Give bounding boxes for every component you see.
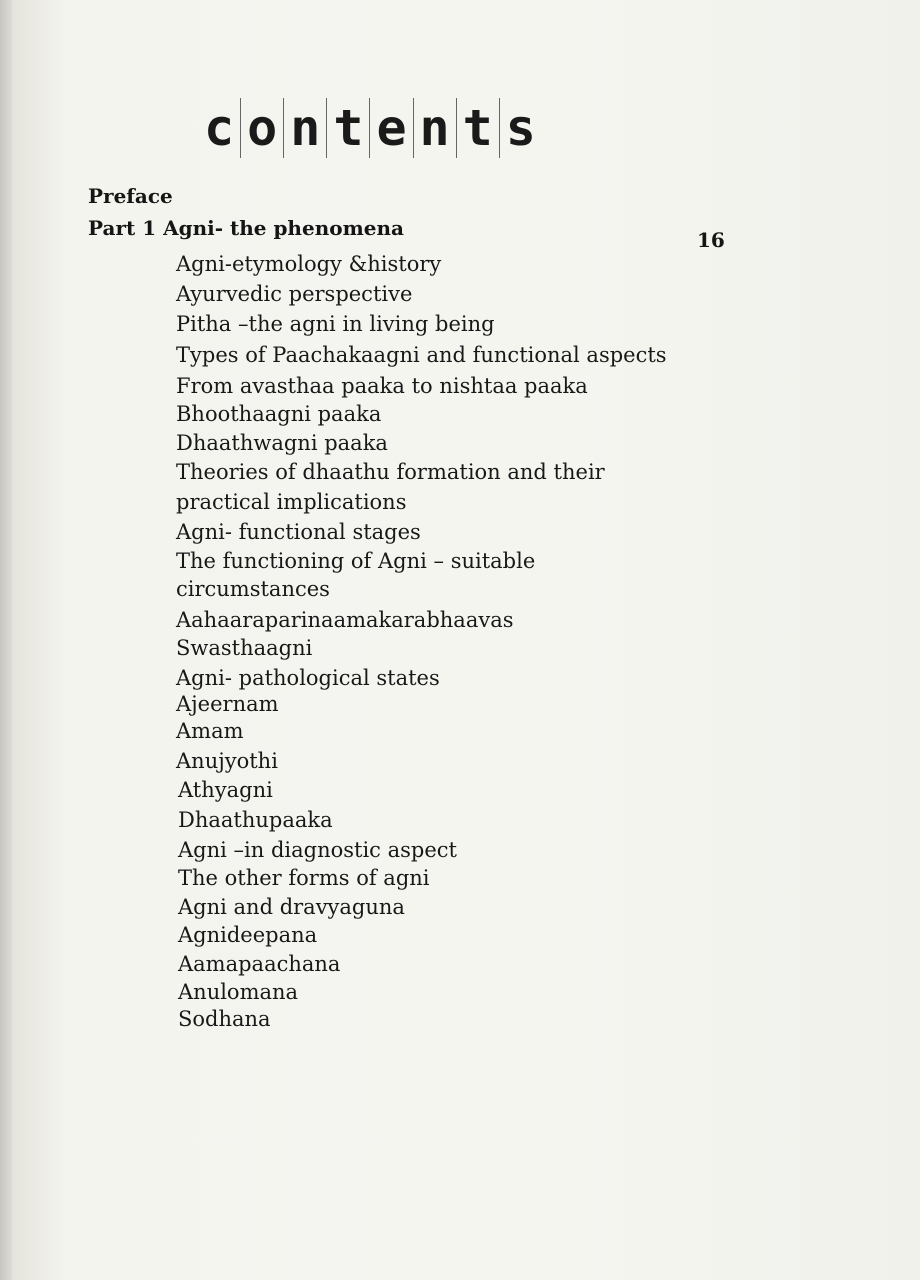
toc-entry: practical implications [176,490,407,514]
toc-entry: From avasthaa paaka to nishtaa paaka [176,374,588,398]
toc-entry: Athyagni [178,778,273,802]
toc-entry: Agni- pathological states [176,666,440,690]
part1-heading: Part 1 Agni- the phenomena [88,216,404,240]
toc-entry: Agnideepana [178,923,318,947]
toc-entry: Swasthaagni [176,636,313,660]
toc-entry: Anulomana [178,980,299,1004]
toc-entry: Theories of dhaathu formation and their [176,460,605,484]
toc-entry: Agni –in diagnostic aspect [178,838,457,862]
toc-entry: Aahaaraparinaamakarabhaavas [176,608,514,632]
toc-entry: Dhaathwagni paaka [176,431,388,455]
heading-letter: e [370,98,413,158]
toc-entry: Sodhana [178,1007,271,1031]
toc-entry: Bhoothaagni paaka [176,402,382,426]
heading-letter: t [327,98,370,158]
heading-letter: n [284,98,327,158]
heading-letter: n [414,98,457,158]
part1-page-number: 16 [697,228,725,252]
heading-letter: t [457,98,500,158]
toc-entry: The functioning of Agni – suitable [176,549,536,573]
toc-entry: Anujyothi [176,749,278,773]
toc-entry: Amam [176,719,244,743]
toc-entry: Agni and dravyaguna [178,895,405,919]
heading-letter: c [198,98,241,158]
page-spine-edge [0,0,12,1280]
toc-entry: Ajeernam [176,692,279,716]
toc-entry: Aamapaachana [178,952,341,976]
toc-entry: Dhaathupaaka [178,808,333,832]
preface-entry: Preface [88,184,173,208]
toc-entry: The other forms of agni [178,866,430,890]
toc-entry: Ayurvedic perspective [176,282,413,306]
toc-entry: circumstances [176,577,330,601]
contents-heading [198,98,542,158]
toc-entry: Types of Paachakaagni and functional aspects [176,343,667,367]
toc-entry: Agni- functional stages [176,520,421,544]
heading-letter: s [505,99,536,157]
toc-entry: Pitha –the agni in living being [176,312,495,336]
heading-letter: o [241,98,284,158]
toc-entry: Agni-etymology &history [176,252,442,276]
